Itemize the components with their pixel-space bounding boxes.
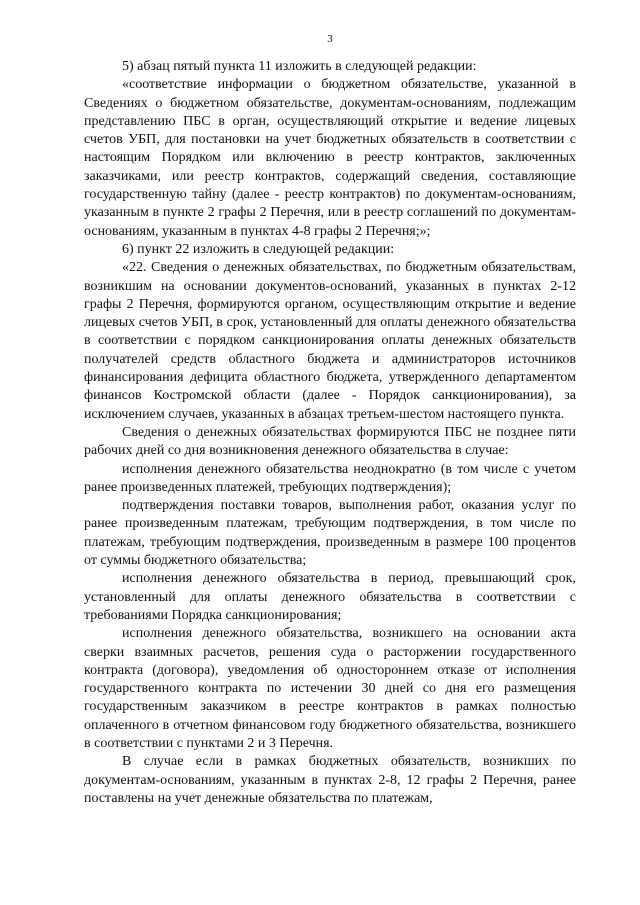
paragraph-case-2: подтверждения поставки товаров, выполнения работ, оказания услуг по ранее произведенным платежам, требующим подтверждения, в том числе по платежам, требующим подтверждения, произведенным в размере 100 процентов от суммы бюджетного обязательства; <box>84 498 576 569</box>
paragraph-case-3: исполнения денежного обязательства в период, превышающий срок, установленный для оплаты денежного обязательства в соответствии с требованиями Порядка санкционирования; <box>84 571 576 623</box>
paragraph-item-5-text: «соответствие информации о бюджетном обязательстве, указанной в Сведениях о бюджетном обязательстве, документам-основаниям, подлежащим представлению ПБС в орган, осуществляющий открытие и ведение лицевых счетов УБП, для постановки на учет бюджетных обязательств в соответствии с настоящим Порядком или включению в реестр контрактов, заключенных заказчиками, или реестр контрактов, содержащий сведения, составляющие государственную тайну (далее - реестр контрактов) по документам-основаниям, указанным в пункте 2 графы 2 Перечня, или в реестр соглашений по документам-основаниям, указанным в пунктах 4-8 графы 2 Перечня;»; <box>84 77 576 239</box>
paragraph-item-6: 6) пункт 22 изложить в следующей редакции: <box>122 241 395 257</box>
document-page <box>84 30 576 808</box>
paragraph-point-22: «22. Сведения о денежных обязательствах, по бюджетным обязательствам, возникшим на основании документов-оснований, указанных в пунктах 2-12 графы 2 Перечня, формируются органом, осуществляющим открытие и ведение лицевых счетов УБП, в срок, установленный для оплаты денежного обязательства в соответствии с порядком санкционирования оплаты денежных обязательств получателей средств областного бюджета и администраторов источников финансирования дефицита областного бюджета, утвержденного департаментом финансов Костромской области (далее - Порядок санкционирования), за исключением случаев, указанных в абзацах третьем-шестом настоящего пункта. <box>84 260 576 422</box>
paragraph-item-5: 5) абзац пятый пункта 11 изложить в следующей редакции: <box>122 59 477 74</box>
paragraph-deadline: Сведения о денежных обязательствах формируются ПБС не позднее пяти рабочих дней со дня возникновения денежного обязательства в случае: <box>84 424 576 459</box>
paragraph-case-4: исполнения денежного обязательства, возникшего на основании акта сверки взаимных расчетов, решения суда о расторжении государственного контракта (договора), уведомления об одностороннем отказе от исполнения государственного контракта по истечении 30 дней со дня его размещения государственным заказчиком в реестре контрактов в рамках полностью оплаченного в отчетном финансовом году бюджетного обязательства, возникшего в соответствии с пунктами 2 и 3 Перечня. <box>84 626 576 751</box>
paragraph-case-1: исполнения денежного обязательства неоднократно (в том числе с учетом ранее произведенных платежей, требующих подтверждения); <box>84 461 576 495</box>
page-number: 3 <box>327 33 333 45</box>
paragraph-final: В случае если в рамках бюджетных обязательств, возникших по документам-основаниям, указанным в пунктах 2-8, 12 графы 2 Перечня, ранее поставлены на учет денежные обязательства по платежам, <box>84 754 576 806</box>
